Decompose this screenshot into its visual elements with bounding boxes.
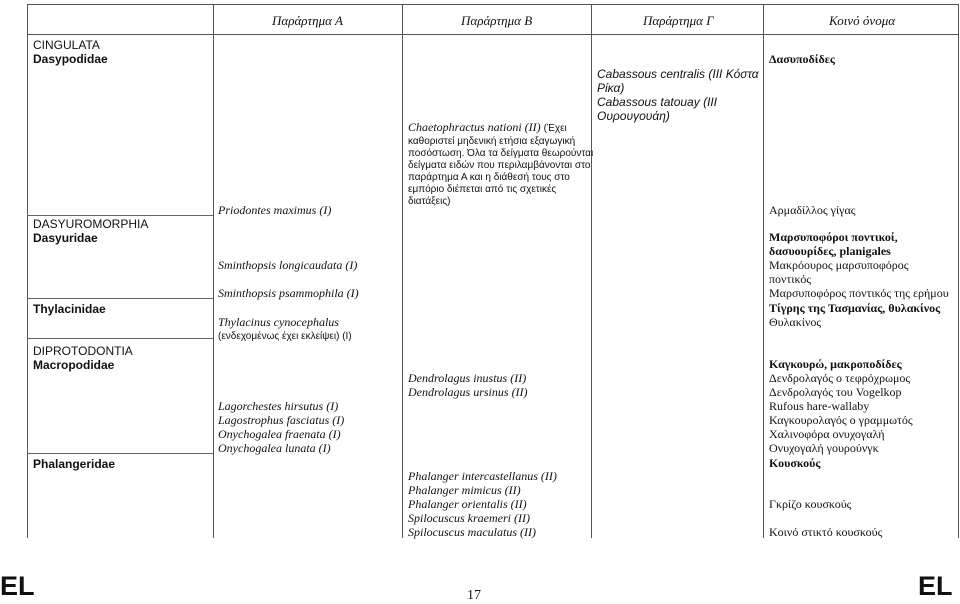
common-name: Δενδρολαγός του Vogelkop — [769, 385, 902, 399]
common-name-heading: Τίγρης της Τασμανίας, θυλακίνος — [769, 301, 941, 315]
species-entry: Phalanger orientalis (II) — [408, 497, 527, 511]
header-appendix-b: Παράρτημα Β — [461, 13, 533, 28]
common-name: Καγκουρολαγός ο γραμμωτός — [769, 413, 913, 427]
table-border-top — [27, 4, 959, 5]
common-name-heading: Καγκουρώ, μακροποδίδες — [769, 357, 902, 371]
table-column-divider — [402, 4, 403, 538]
common-name: Μακρόουρος μαρσυποφόρος — [769, 258, 909, 272]
taxon-order: DASYUROMORPHIA — [33, 217, 149, 231]
species-note: εμπόριο διέπεται από τις σχετικές — [408, 184, 557, 195]
common-name: Μαρσυποφόρος ποντικός της ερήμου — [769, 286, 949, 300]
row-separator — [27, 215, 213, 216]
species-name: Chaetophractus nationi (II) — [408, 120, 541, 134]
table-column-divider — [591, 4, 592, 538]
species-note: (Έχει — [543, 123, 567, 134]
species-note: δείγματα ειδών που περιλαμβάνονται στο — [408, 160, 591, 171]
species-entry: Spilocuscus kraemeri (II) — [408, 511, 530, 525]
species-note: παράρτημα Α και η διάθεσή τους στο — [408, 172, 570, 183]
taxon-family: Dasypodidae — [33, 52, 108, 66]
taxon-order: CINGULATA — [33, 38, 100, 52]
species-entry: Cabassous tatouay (III — [597, 95, 718, 109]
header-appendix-c: Παράρτημα Γ — [643, 13, 714, 28]
table-column-divider — [763, 4, 764, 538]
table-border-left — [27, 4, 28, 538]
language-code-right: EL — [918, 571, 953, 601]
common-name-heading: Μαρσυποφόροι ποντικοί, — [769, 230, 898, 244]
species-entry: Sminthopsis longicaudata (I) — [218, 258, 358, 272]
header-appendix-a: Παράρτημα Α — [272, 13, 343, 28]
common-name-heading: Δασυποδίδες — [769, 52, 835, 66]
species-entry: Onychogalea lunata (I) — [218, 441, 331, 455]
species-entry: Thylacinus cynocephalus — [218, 315, 339, 329]
page-number: 17 — [467, 588, 481, 603]
species-entry: Cabassous centralis (III Κόστα — [597, 67, 759, 81]
common-name: Κοινό στικτό κουσκούς — [769, 525, 883, 539]
common-name: Δενδρολαγός ο τεφρόχρωμος — [769, 371, 911, 385]
header-common-name: Κοινό όνομα — [829, 13, 896, 28]
species-note: διατάξεις) — [408, 196, 451, 207]
species-entry — [408, 120, 567, 135]
species-note: καθοριστεί μηδενική ετήσια εξαγωγική — [408, 136, 576, 147]
common-name: Χαλινοφόρα ονυχογαλή — [769, 427, 885, 441]
species-entry: Phalanger intercastellanus (II) — [408, 469, 557, 483]
taxon-family: Phalangeridae — [33, 457, 116, 471]
row-separator — [27, 453, 213, 454]
species-entry: Ουρουγουάη) — [597, 109, 670, 123]
common-name: Θυλακίνος — [769, 315, 822, 329]
taxon-family: Thylacinidae — [33, 302, 106, 316]
species-entry: Lagostrophus fasciatus (I) — [218, 413, 345, 427]
species-entry: Phalanger mimicus (II) — [408, 483, 521, 497]
species-entry: Dendrolagus ursinus (II) — [408, 385, 528, 399]
common-name: Γκρίζο κουσκούς — [769, 497, 852, 511]
taxon-family: Macropodidae — [33, 358, 115, 372]
species-entry: Lagorchestes hirsutus (I) — [218, 399, 339, 413]
common-name: ποντικός — [769, 272, 812, 286]
common-name-heading: Κουσκούς — [769, 456, 821, 470]
row-separator — [27, 338, 213, 339]
species-entry: Onychogalea fraenata (I) — [218, 427, 341, 441]
species-entry: Dendrolagus inustus (II) — [408, 371, 527, 385]
species-entry: Spilocuscus maculatus (II) — [408, 525, 536, 539]
taxon-order: DIPROTODONTIA — [33, 344, 133, 358]
language-code-left: EL — [0, 571, 35, 601]
common-name: Αρμαδίλλος γίγας — [769, 203, 856, 217]
common-name: Rufous hare-wallaby — [769, 399, 870, 413]
species-entry: Ρίκα) — [597, 81, 625, 95]
row-separator — [27, 298, 213, 299]
taxon-family: Dasyuridae — [33, 231, 98, 245]
common-name: Ονυχογαλή γουρούνγκ — [769, 441, 879, 455]
species-note: (ενδεχομένως έχει εκλείψει) (I) — [218, 331, 352, 342]
header-divider — [27, 34, 959, 35]
table-border-right — [958, 4, 959, 538]
species-note: ποσόστωση. Όλα τα δείγματα θεωρούνται — [408, 148, 594, 159]
common-name-heading: δασυουρίδες, planigales — [769, 244, 891, 258]
species-entry: Priodontes maximus (I) — [218, 203, 332, 217]
table-column-divider — [213, 4, 214, 538]
species-entry: Sminthopsis psammophila (I) — [218, 286, 359, 300]
